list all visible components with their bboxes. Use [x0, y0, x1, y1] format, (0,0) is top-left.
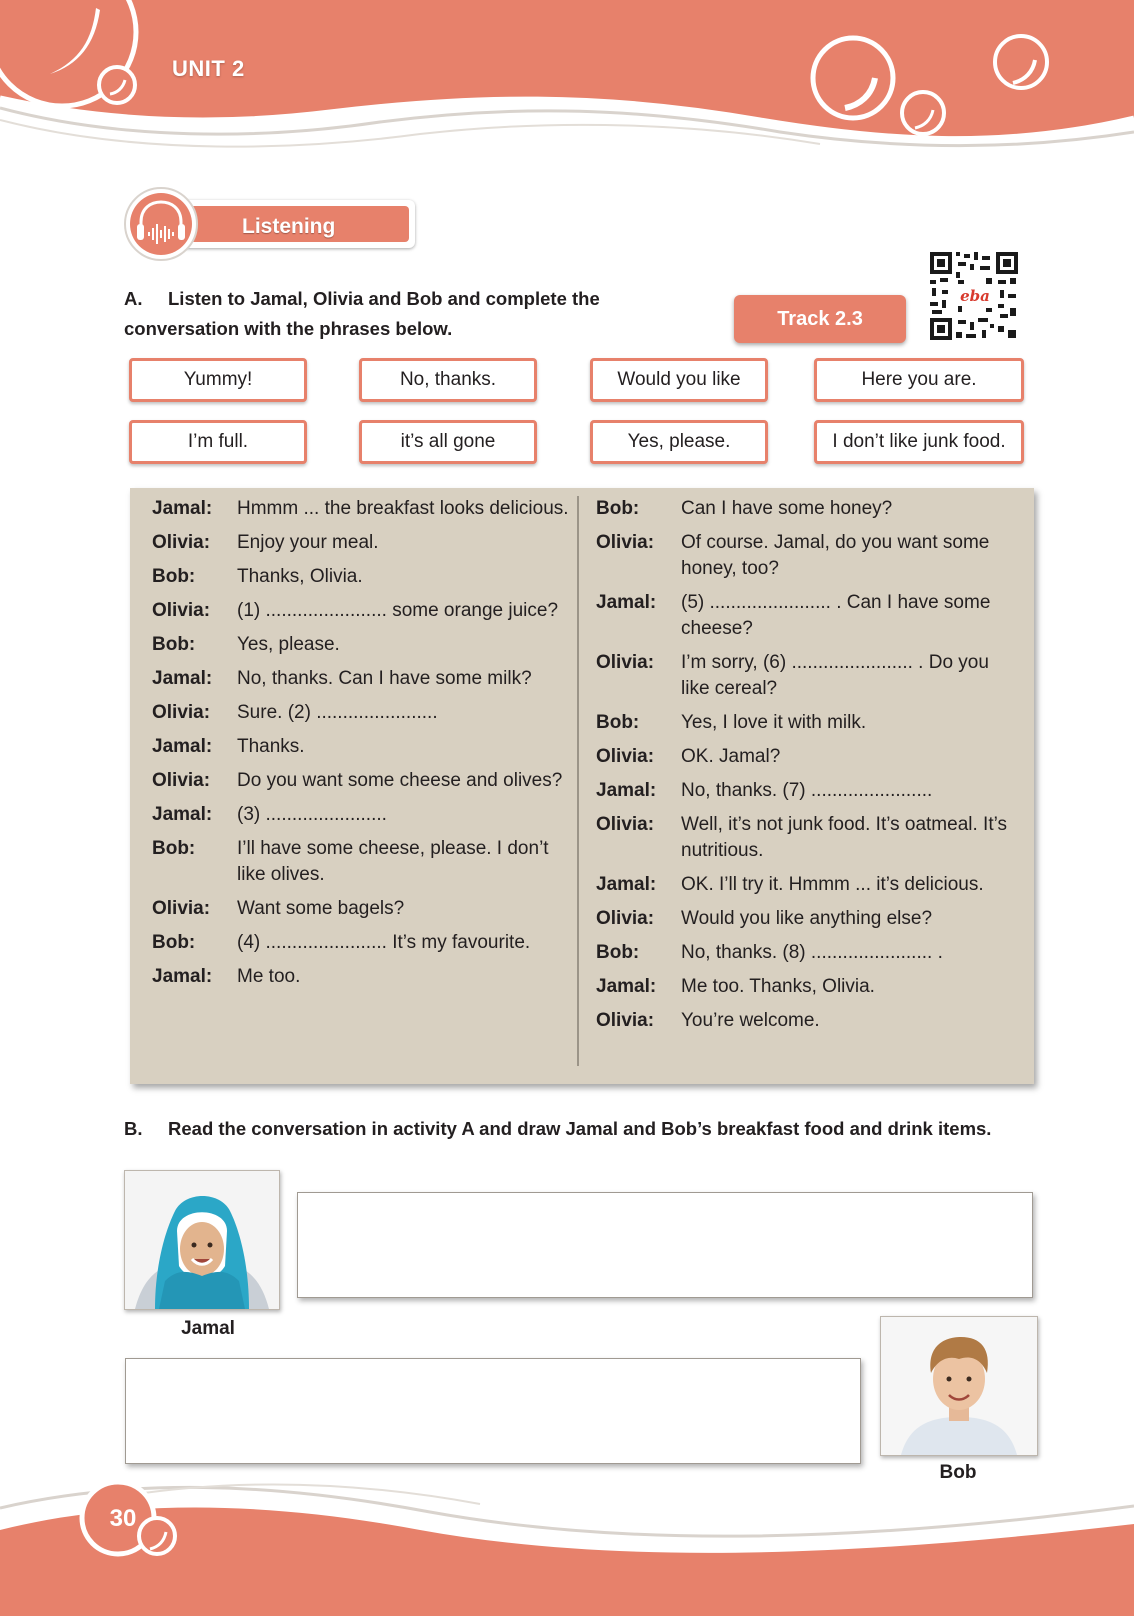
phrase-box: Here you are.	[814, 358, 1024, 402]
dialogue-line	[596, 940, 1016, 966]
header-banner	[0, 0, 1134, 160]
dialogue-line	[596, 778, 1016, 804]
section-heading	[175, 200, 415, 248]
speech-text: Do you want some cheese and olives?	[237, 770, 563, 791]
qr-code-icon[interactable]	[928, 250, 1020, 342]
speaker-name: Jamal:	[596, 592, 657, 613]
dialogue-line	[152, 496, 572, 522]
speech-text: Hmmm ... the breakfast looks delicious.	[237, 498, 569, 519]
activity-b-letter: B.	[124, 1118, 143, 1139]
section-title: Listening	[242, 215, 336, 238]
speaker-name: Bob:	[152, 566, 196, 587]
speaker-name: Olivia:	[152, 898, 211, 919]
speaker-name: Olivia:	[152, 600, 211, 621]
speech-text: OK. I’ll try it. Hmmm ... it’s delicious.	[681, 874, 984, 895]
speech-text: No, thanks. (8) ....................... .	[681, 942, 943, 963]
speech-text: Yes, I love it with milk.	[681, 712, 867, 733]
speaker-name: Bob:	[152, 634, 196, 655]
boy-portrait-icon	[881, 1317, 1037, 1455]
phrase-box: I’m full.	[129, 420, 307, 464]
dialogue-line	[152, 802, 572, 828]
phrase-box: I don’t like junk food.	[814, 420, 1024, 464]
dialogue-line	[596, 906, 1016, 932]
jamal-caption: Jamal	[181, 1318, 235, 1339]
dialogue-line	[596, 650, 1016, 702]
speech-text: No, thanks. (7) .......................	[681, 780, 933, 801]
dialogue-line	[596, 590, 1016, 642]
dialogue-line	[596, 1008, 1016, 1034]
bob-caption: Bob	[939, 1462, 977, 1483]
column-divider	[577, 496, 579, 1066]
speech-text: Want some bagels?	[237, 898, 405, 919]
speaker-name: Olivia:	[152, 770, 211, 791]
dialogue-line	[596, 744, 1016, 770]
speech-text: Sure. (2) .......................	[237, 702, 438, 723]
speech-text: (4) ....................... It’s my favourite.	[237, 932, 531, 953]
speaker-name: Jamal:	[152, 736, 213, 757]
speech-text: Me too.	[237, 966, 301, 987]
phrase-box: Would you like	[590, 358, 768, 402]
dialogue-line	[152, 896, 572, 922]
dialogue-line	[152, 930, 572, 956]
dialogue-line	[152, 734, 572, 760]
speech-text: Enjoy your meal.	[237, 532, 379, 553]
phrase-box: it’s all gone	[359, 420, 537, 464]
dialogue-line	[152, 530, 572, 556]
phrase-box: Yummy!	[129, 358, 307, 402]
speech-text: Thanks, Olivia.	[237, 566, 363, 587]
speech-text: Well, it’s not junk food. It’s oatmeal. It’s nutritious.	[681, 814, 1007, 861]
speech-text: Of course. Jamal, do you want some honey, too?	[681, 532, 990, 579]
speech-text: I’m sorry, (6) ....................... . Do you like cereal?	[681, 652, 989, 699]
speaker-name: Bob:	[596, 712, 640, 733]
dialogue-line	[152, 598, 572, 624]
speaker-name: Olivia:	[596, 652, 655, 673]
speaker-name: Olivia:	[596, 908, 655, 929]
dialogue-line	[152, 700, 572, 726]
speaker-name: Olivia:	[152, 702, 211, 723]
phrase-box: No, thanks.	[359, 358, 537, 402]
conversation-right-column	[596, 496, 1016, 1042]
speaker-name: Bob:	[596, 498, 640, 519]
bob-drawing-area[interactable]	[125, 1358, 861, 1464]
speech-text: (3) .......................	[237, 804, 387, 825]
dialogue-line	[596, 496, 1016, 522]
speaker-name: Olivia:	[596, 746, 655, 767]
speaker-name: Jamal:	[152, 804, 213, 825]
girl-portrait-icon	[125, 1171, 279, 1309]
speaker-name: Olivia:	[152, 532, 211, 553]
speech-text: Would you like anything else?	[681, 908, 933, 929]
activity-a-letter: A.	[124, 288, 143, 309]
speech-text: Can I have some honey?	[681, 498, 893, 519]
dialogue-line	[152, 768, 572, 794]
speaker-name: Jamal:	[152, 668, 213, 689]
speaker-name: Olivia:	[596, 814, 655, 835]
speaker-name: Olivia:	[596, 532, 655, 553]
speech-text: No, thanks. Can I have some milk?	[237, 668, 532, 689]
bob-photo	[880, 1316, 1038, 1456]
speaker-name: Bob:	[596, 942, 640, 963]
dialogue-line	[152, 564, 572, 590]
dialogue-line	[152, 836, 572, 888]
speaker-name: Jamal:	[596, 780, 657, 801]
speech-text: I’ll have some cheese, please. I don’t like olives.	[237, 838, 549, 885]
speaker-name: Olivia:	[596, 1010, 655, 1031]
activity-b-instruction: Read the conversation in activity A and draw Jamal and Bob’s breakfast food and drink items.	[168, 1118, 992, 1139]
unit-title: UNIT 2	[172, 56, 245, 81]
qr-logo-text: eba	[960, 287, 990, 305]
headphones-icon	[123, 186, 199, 262]
speaker-name: Bob:	[152, 932, 196, 953]
speech-text: Yes, please.	[237, 634, 340, 655]
conversation-panel	[130, 488, 1034, 1084]
speaker-name: Jamal:	[152, 966, 213, 987]
dialogue-line	[152, 666, 572, 692]
jamal-drawing-area[interactable]	[297, 1192, 1033, 1298]
dialogue-line	[596, 710, 1016, 736]
speech-text: (1) ....................... some orange juice?	[237, 600, 559, 621]
dialogue-line	[596, 872, 1016, 898]
speech-text: Me too. Thanks, Olivia.	[681, 976, 875, 997]
track-button[interactable]: Track 2.3	[734, 295, 906, 343]
speech-text: OK. Jamal?	[681, 746, 781, 767]
dialogue-line	[596, 530, 1016, 582]
jamal-photo	[124, 1170, 280, 1310]
speaker-name: Jamal:	[152, 498, 213, 519]
speaker-name: Bob:	[152, 838, 196, 859]
phrase-box: Yes, please.	[590, 420, 768, 464]
dialogue-line	[152, 964, 572, 990]
activity-a-instruction-full: Listen to Jamal, Olivia and Bob and complete the conversation with the phrases below.	[124, 288, 600, 339]
speaker-name: Jamal:	[596, 976, 657, 997]
speech-text: Thanks.	[237, 736, 305, 757]
speech-text: (5) ....................... . Can I have some cheese?	[681, 592, 991, 639]
speech-text: You’re welcome.	[681, 1010, 820, 1031]
footer-banner	[0, 1460, 1134, 1616]
dialogue-line	[152, 632, 572, 658]
conversation-left-column	[152, 496, 572, 998]
page-number: 30	[109, 1505, 137, 1532]
dialogue-line	[596, 974, 1016, 1000]
speaker-name: Jamal:	[596, 874, 657, 895]
dialogue-line	[596, 812, 1016, 864]
